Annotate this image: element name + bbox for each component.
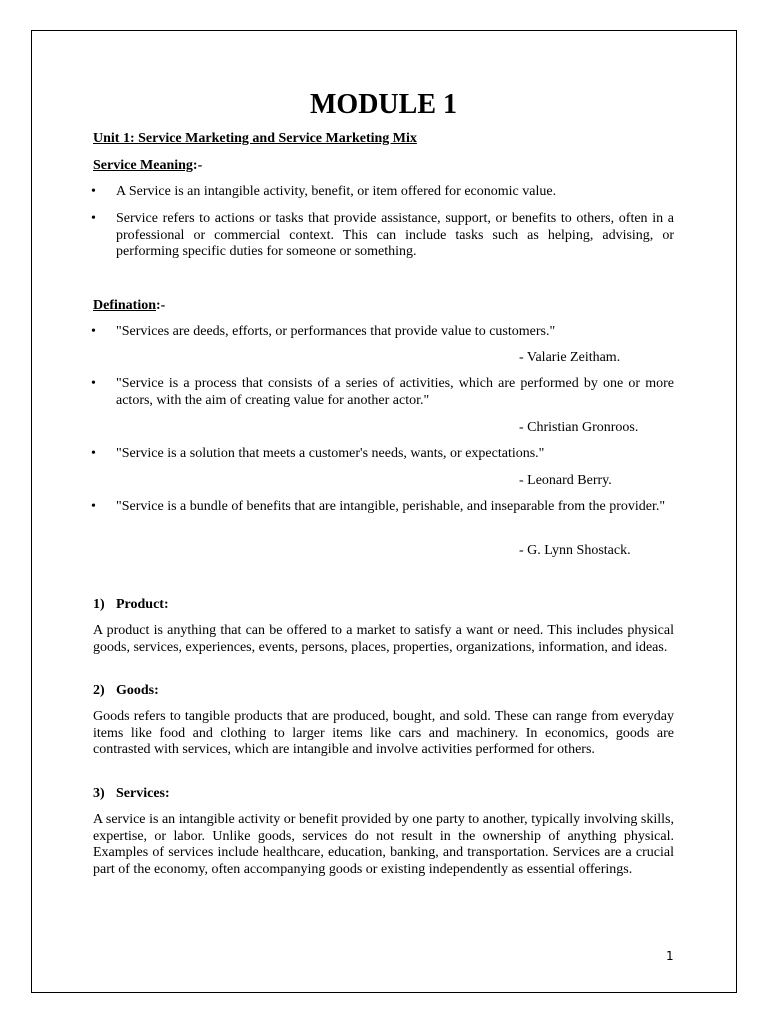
definition-heading (93, 297, 165, 315)
definition-heading-text: Defination (93, 298, 156, 313)
page-number: 1 (666, 949, 674, 963)
section-number: 2) (93, 683, 105, 698)
section-number: 1) (93, 597, 105, 612)
definition-quote (93, 324, 674, 341)
section-title: Services: (116, 786, 170, 801)
section-heading-services (93, 785, 170, 803)
definition-quote (93, 446, 674, 463)
quote-text: "Services are deeds, efforts, or performances that provide value to customers." (116, 324, 556, 339)
definition-suffix: :- (156, 298, 166, 313)
section-title: Product: (116, 597, 169, 612)
definition-quote (93, 499, 674, 516)
service-meaning-heading-text: Service Meaning (93, 158, 193, 173)
bullet-text: A Service is an intangible activity, benefit, or item offered for economic value. (116, 184, 557, 199)
bullet-icon: • (91, 211, 96, 226)
quote-text: "Service is a process that consists of a series of activities, which are performed by one or more actors, with the aim of creating value for another actor." (116, 376, 674, 408)
section-title: Goods: (116, 683, 159, 698)
quote-text: "Service is a bundle of benefits that are intangible, perishable, and inseparable from the provider." (116, 499, 666, 514)
section-heading-goods (93, 682, 159, 700)
definition-quote (93, 376, 674, 409)
bullet-icon: • (91, 184, 96, 199)
section-heading-product (93, 596, 169, 614)
service-meaning-bullet (93, 184, 674, 201)
service-meaning-suffix: :- (192, 158, 203, 173)
quote-author: - Christian Gronroos. (519, 420, 639, 435)
section-body-services: A service is an intangible activity or benefit provided by one party to another, typically involving skills, expertise, or labor. Unlike goods, services do not result in the ownership of anything physical. Examples of services include healthcare, education, banking, and transportation. Services are a crucial part of the economy, often accompanying goods or existing independently as essential offerings. (93, 812, 674, 877)
bullet-icon: • (91, 499, 96, 514)
bullet-icon: • (91, 376, 96, 391)
section-number: 3) (93, 786, 105, 801)
service-meaning-bullet (93, 211, 674, 261)
quote-author: - G. Lynn Shostack. (519, 543, 631, 558)
module-title: MODULE 1 (310, 89, 457, 120)
bullet-icon: • (91, 324, 96, 339)
unit-heading: Unit 1: Service Marketing and Service Marketing Mix (93, 131, 417, 146)
bullet-icon: • (91, 446, 96, 461)
section-body-goods: Goods refers to tangible products that are produced, bought, and sold. These can range from everyday items like food and clothing to larger items like cars and machinery. In economics, goods are contrasted with services, which are intangible and involve activities performed for others. (93, 709, 674, 757)
service-meaning-heading (93, 157, 202, 175)
quote-text: "Service is a solution that meets a customer's needs, wants, or expectations." (116, 446, 545, 461)
quote-author: - Leonard Berry. (519, 473, 612, 488)
quote-author: - Valarie Zeitham. (519, 350, 621, 365)
section-body-product: A product is anything that can be offered to a market to satisfy a want or need. This includes physical goods, services, experiences, events, persons, places, properties, organizations, information, and ideas. (93, 623, 674, 655)
bullet-text: Service refers to actions or tasks that provide assistance, support, or benefits to others, often in a professional or commercial context. This can include tasks such as helping, advising, or performing specific duties for someone or something. (116, 211, 674, 259)
